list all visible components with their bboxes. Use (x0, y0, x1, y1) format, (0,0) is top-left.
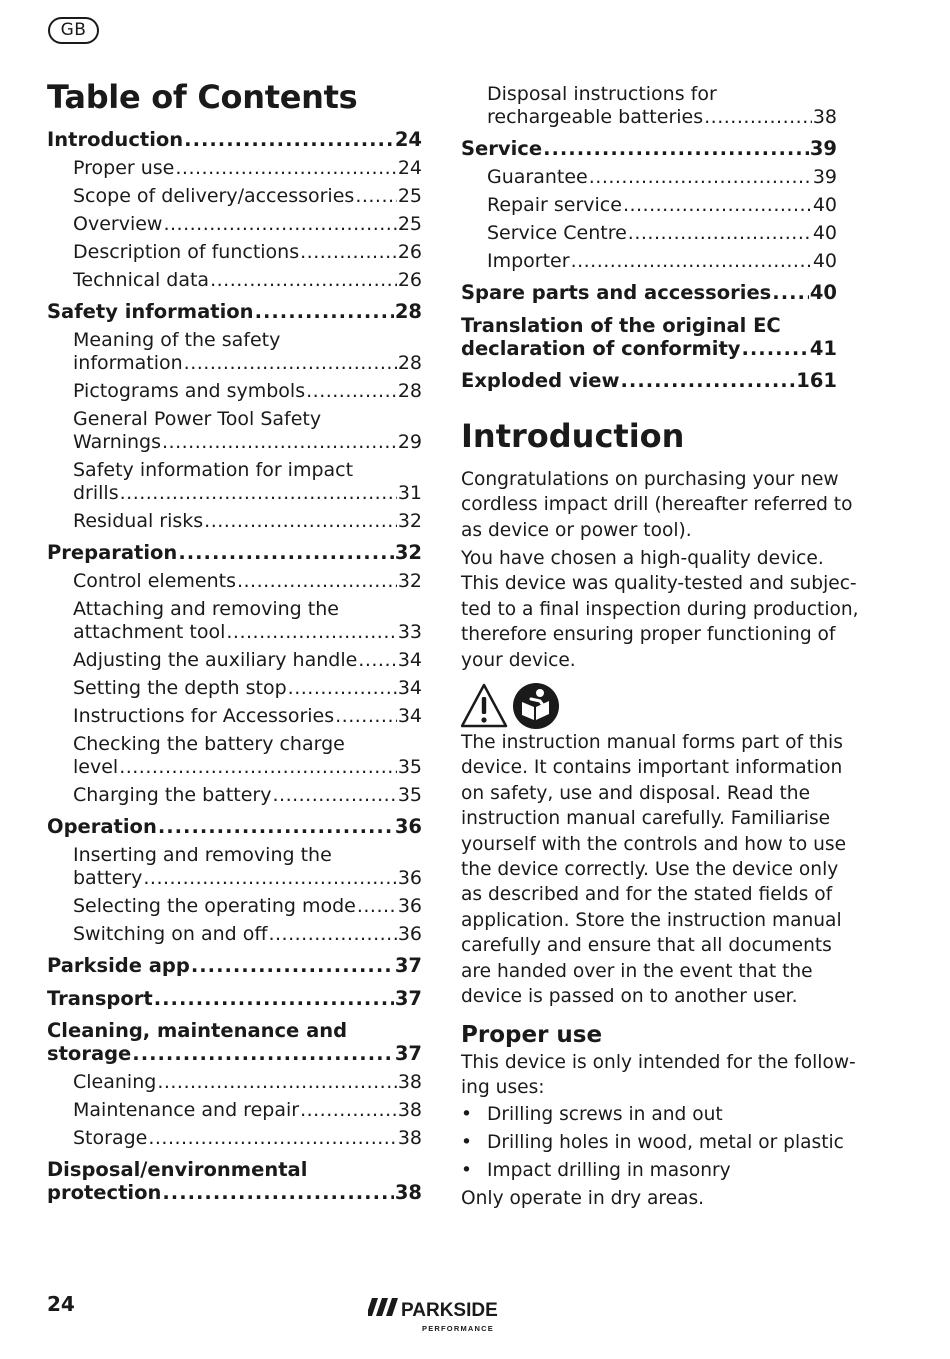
toc-page: 37 (394, 1042, 422, 1065)
toc-entry-storage[interactable] (47, 1127, 422, 1149)
toc-label: Exploded view (461, 369, 620, 392)
toc-label: Importer (487, 250, 570, 272)
toc-entry-meaning[interactable] (47, 352, 422, 374)
text-line: the device correctly. Use the device only (461, 859, 839, 881)
toc-entry-switching[interactable] (47, 923, 422, 945)
text-line: You have chosen a high-quality device. (461, 548, 824, 569)
toc-page: 40 (812, 250, 837, 272)
toc-entry-maintenance[interactable] (47, 1099, 422, 1121)
toc-label: declaration of conformity (461, 337, 741, 360)
toc-label: Instructions for Accessories (73, 705, 335, 727)
text-line: ing uses: (461, 1077, 545, 1099)
text-line: your device. (461, 649, 576, 671)
toc-entry-technical[interactable] (47, 269, 422, 291)
toc-page: 33 (397, 621, 422, 643)
toc-entry-preparation[interactable] (47, 541, 422, 564)
text-line: as device or power tool). (461, 519, 692, 541)
toc-page: 35 (397, 756, 422, 778)
toc-entry-pictograms[interactable] (47, 380, 422, 402)
svg-text:PERFORMANCE: PERFORMANCE (422, 1324, 494, 1333)
toc-entry-attaching[interactable] (47, 621, 422, 643)
toc-entry-impact[interactable] (47, 482, 422, 504)
toc-label: Guarantee (487, 166, 588, 188)
bullet-item: • Impact drilling in masonry (461, 1160, 731, 1181)
toc-entry-transport[interactable] (47, 987, 422, 1010)
toc-label: attachment tool (73, 621, 226, 643)
toc-entry-depth-stop[interactable] (47, 677, 422, 699)
toc-entry-charging[interactable] (47, 784, 422, 806)
toc-entry-overview[interactable] (47, 213, 422, 235)
toc-label: Maintenance and repair (73, 1099, 300, 1121)
toc-page: 28 (397, 352, 422, 374)
text-line: as described and for the stated fields of (461, 884, 833, 906)
toc-label: protection (47, 1181, 162, 1204)
toc-entry-cleaning[interactable] (47, 1071, 422, 1093)
bullet-text: Drilling screws in and out (487, 1104, 723, 1125)
toc-entry-spare-parts[interactable] (461, 281, 837, 304)
toc-page: 38 (397, 1099, 422, 1121)
warning-icon (462, 685, 506, 726)
text-line: ted to a final inspection during production, (461, 598, 859, 620)
text-line: yourself with the controls and how to use (461, 833, 847, 855)
toc-label: Introduction (47, 128, 184, 151)
text-line: instruction manual carefully. Familiarise (461, 808, 831, 830)
toc-label: storage (47, 1042, 132, 1065)
toc-entry-disposal-line1[interactable]: Disposal/environmental (47, 1158, 308, 1181)
toc-page: 28 (397, 380, 422, 402)
bullet-text: Drilling holes in wood, metal or plastic (487, 1132, 844, 1153)
toc-page: 32 (397, 570, 422, 592)
intro-paragraph-3 (461, 730, 847, 1009)
toc-page: 38 (812, 106, 837, 128)
toc-page: 36 (397, 895, 422, 917)
bullet-text: Impact drilling in masonry (487, 1160, 731, 1181)
toc-label: Transport (47, 987, 153, 1010)
svg-text:PARKSIDE: PARKSIDE (401, 1300, 498, 1321)
text-line: This device was quality-tested and subjec- (461, 573, 857, 595)
toc-entry-parkside-app[interactable] (47, 954, 422, 977)
toc-page: 37 (394, 987, 422, 1010)
toc-page: 25 (397, 185, 422, 207)
toc-label: Adjusting the auxiliary handle (73, 649, 358, 671)
toc-page: 32 (394, 541, 422, 564)
toc-entry-translation-line1[interactable]: Translation of the original EC (461, 314, 781, 337)
toc-entry-cleaning-main-line1[interactable]: Cleaning, maintenance and (47, 1019, 348, 1042)
toc-label: Switching on and off (73, 923, 268, 945)
toc-label: drills (73, 482, 119, 504)
toc-entry-aux-handle[interactable] (47, 649, 422, 671)
toc-entry-safety[interactable] (47, 300, 422, 323)
toc-entry-importer[interactable] (461, 250, 837, 272)
toc-label: Scope of delivery/accessories (73, 185, 355, 207)
text-line: cordless impact drill (hereafter referred to (461, 494, 853, 516)
toc-entry-exploded[interactable] (461, 369, 837, 392)
text-line: Congratulations on purchasing your new (461, 469, 839, 490)
toc-page: 28 (394, 300, 422, 323)
toc-page: 38 (397, 1071, 422, 1093)
toc-label: Service (461, 137, 543, 160)
toc-label: Selecting the operating mode (73, 895, 356, 917)
text-line: on safety, use and disposal. Read the (461, 782, 811, 804)
toc-page: 40 (812, 194, 837, 216)
toc-label: Overview (73, 213, 163, 235)
toc-label: information (73, 352, 183, 374)
toc-page: 34 (397, 705, 422, 727)
proper-use-paragraph (461, 1050, 856, 1101)
intro-paragraph-2 (461, 546, 859, 673)
toc-entry-translation[interactable] (461, 337, 837, 360)
toc-page: 26 (397, 241, 422, 263)
toc-page: 35 (397, 784, 422, 806)
toc-entry-general-line1[interactable]: General Power Tool Safety (73, 408, 322, 430)
bullet-item: • Drilling screws in and out (461, 1104, 723, 1125)
toc-label: rechargeable batteries (487, 106, 704, 128)
toc-title: Table of Contents (47, 78, 358, 116)
toc-page: 24 (394, 128, 422, 151)
text-line: therefore ensuring proper functioning of (461, 624, 836, 646)
toc-entry-checking-line1[interactable]: Checking the battery charge (73, 733, 345, 755)
toc-entry-control[interactable] (47, 570, 422, 592)
toc-page: 39 (809, 137, 837, 160)
toc-label: Spare parts and accessories (461, 281, 772, 304)
text-line: This device is only intended for the follow- (461, 1052, 856, 1073)
toc-entry-scope[interactable] (47, 185, 422, 207)
toc-page: 161 (796, 369, 837, 392)
toc-entry-disposal[interactable] (47, 1181, 422, 1204)
toc-label: Repair service (487, 194, 622, 216)
toc-entry-operation[interactable] (47, 815, 422, 838)
toc-entry-accessories-instructions[interactable] (47, 705, 422, 727)
toc-entry-attaching-line1[interactable]: Attaching and removing the (73, 598, 339, 620)
toc-page: 34 (397, 677, 422, 699)
toc-entry-disposal-batteries-line1[interactable]: Disposal instructions for (487, 83, 717, 105)
toc-label: Preparation (47, 541, 178, 564)
toc-label: Safety information (47, 300, 254, 323)
toc-page: 40 (809, 281, 837, 304)
text-line: The instruction manual forms part of this (461, 732, 843, 753)
intro-paragraph-1 (461, 467, 853, 543)
toc-entry-service[interactable] (461, 137, 837, 160)
toc-page: 39 (812, 166, 837, 188)
toc-entry-guarantee[interactable] (461, 166, 837, 188)
toc-page: 38 (394, 1181, 422, 1204)
toc-entry-introduction[interactable] (47, 128, 422, 151)
toc-page: 36 (397, 867, 422, 889)
text-line: carefully and ensure that all documents (461, 935, 832, 957)
toc-label: Control elements (73, 570, 236, 592)
toc-entry-checking[interactable] (47, 756, 422, 778)
toc-label: Residual risks (73, 510, 204, 532)
proper-use-heading: Proper use (461, 1022, 603, 1048)
toc-entry-cleaning-main[interactable] (47, 1042, 422, 1065)
toc-label: Technical data (73, 269, 210, 291)
toc-label: Operation (47, 815, 157, 838)
toc-entry-proper-use[interactable] (47, 157, 422, 179)
toc-label: battery (73, 867, 143, 889)
toc-label: Storage (73, 1127, 148, 1149)
toc-label: level (73, 756, 119, 778)
toc-page: 36 (394, 815, 422, 838)
text-line: device. It contains important information (461, 757, 843, 779)
parkside-logo (368, 1298, 518, 1334)
toc-label: Proper use (73, 157, 175, 179)
toc-page: 24 (397, 157, 422, 179)
toc-page: 38 (397, 1127, 422, 1149)
page-number: 24 (47, 1292, 75, 1316)
proper-use-closing: Only operate in dry areas. (461, 1188, 705, 1209)
toc-page: 26 (397, 269, 422, 291)
toc-label: Warnings (73, 431, 162, 453)
toc-label: Setting the depth stop (73, 677, 287, 699)
introduction-title: Introduction (461, 417, 685, 455)
toc-entry-inserting-line1[interactable]: Inserting and removing the (73, 844, 332, 866)
toc-page: 36 (397, 923, 422, 945)
toc-entry-residual[interactable] (47, 510, 422, 532)
toc-entry-meaning-line1[interactable]: Meaning of the safety (73, 329, 281, 351)
toc-entry-inserting[interactable] (47, 867, 422, 889)
toc-entry-impact-line1[interactable]: Safety information for impact (73, 459, 354, 481)
language-badge: GB (48, 17, 99, 44)
text-line: application. Store the instruction manual (461, 909, 842, 931)
toc-label: Cleaning (73, 1071, 157, 1093)
toc-label: Charging the battery (73, 784, 272, 806)
toc-entry-service-centre[interactable] (461, 222, 837, 244)
toc-page: 37 (394, 954, 422, 977)
bullet-item: • Drilling holes in wood, metal or plastic (461, 1132, 844, 1153)
safety-icons (461, 682, 571, 730)
toc-entry-repair[interactable] (461, 194, 837, 216)
toc-page: 25 (397, 213, 422, 235)
toc-page: 29 (397, 431, 422, 453)
toc-entry-disposal-batteries[interactable] (461, 106, 837, 128)
toc-entry-selecting[interactable] (47, 895, 422, 917)
toc-entry-description[interactable] (47, 241, 422, 263)
toc-label: Pictograms and symbols (73, 380, 306, 402)
toc-label: Description of functions (73, 241, 300, 263)
toc-label: Parkside app (47, 954, 190, 977)
toc-page: 34 (397, 649, 422, 671)
toc-page: 31 (397, 482, 422, 504)
toc-page: 32 (397, 510, 422, 532)
toc-page: 41 (809, 337, 837, 360)
toc-page: 40 (812, 222, 837, 244)
text-line: device is passed on to another user. (461, 986, 798, 1008)
toc-label: Service Centre (487, 222, 627, 244)
toc-entry-general[interactable] (47, 431, 422, 453)
text-line: are handed over in the event that the (461, 960, 813, 982)
read-manual-icon (513, 683, 559, 729)
